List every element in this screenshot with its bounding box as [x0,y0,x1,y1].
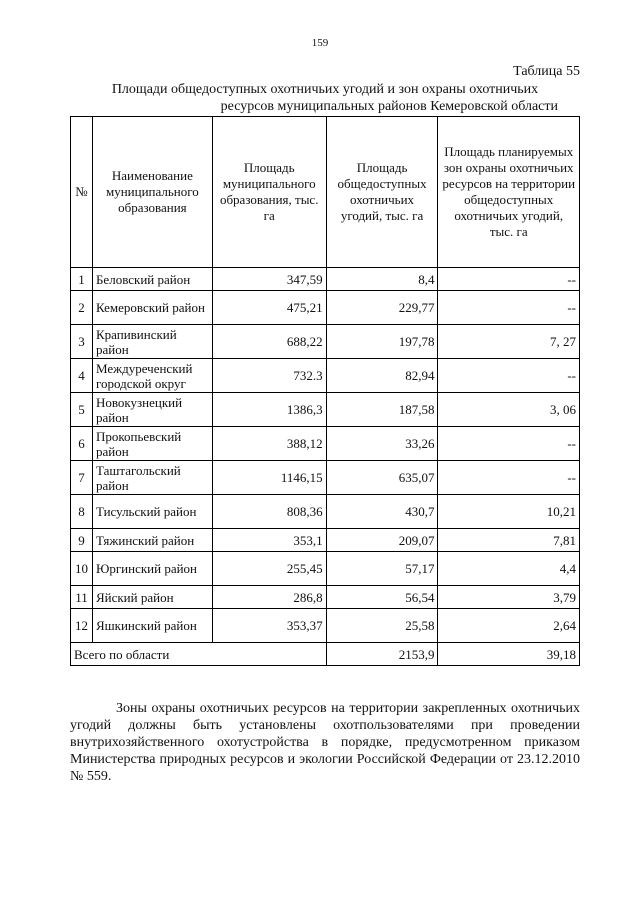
table-row [71,427,580,461]
row-name: Тисульский район [92,495,212,529]
row-name: Кемеровский район [92,291,212,325]
row-area-mun: 388,12 [212,427,326,461]
row-area-mun: 475,21 [212,291,326,325]
table-row [71,325,580,359]
row-area-public: 56,54 [326,586,438,609]
row-area-public: 430,7 [326,495,438,529]
row-num: 3 [71,325,93,359]
row-area-mun: 255,45 [212,552,326,586]
row-area-mun: 1386,3 [212,393,326,427]
row-num: 2 [71,291,93,325]
row-area-mun: 347,59 [212,268,326,291]
row-area-zones: 3,79 [438,586,580,609]
row-name: Таштагольский район [92,461,212,495]
row-num: 10 [71,552,93,586]
row-area-mun: 688,22 [212,325,326,359]
row-area-zones: -- [438,427,580,461]
table-title-line1: Площади общедоступных охотничьих угодий и зон охраны охотничьих [111,82,539,97]
row-area-public: 187,58 [326,393,438,427]
total-area-zones: 39,18 [438,643,580,666]
row-area-public: 33,26 [326,427,438,461]
row-area-zones: -- [438,268,580,291]
header-num: № [71,117,93,268]
row-name: Юргинский район [92,552,212,586]
header-area-public: Площадь общедоступных охотничьих угодий, тыс. га [326,117,438,268]
row-area-mun: 1146,15 [212,461,326,495]
header-name: Наименование муниципального образования [92,117,212,268]
row-area-zones: 10,21 [438,495,580,529]
row-num: 9 [71,529,93,552]
row-area-public: 82,94 [326,359,438,393]
header-row [71,117,580,268]
row-area-public: 57,17 [326,552,438,586]
row-area-public: 25,58 [326,609,438,643]
row-name: Крапивинский район [92,325,212,359]
table-row [71,393,580,427]
row-num: 6 [71,427,93,461]
row-area-public: 635,07 [326,461,438,495]
row-area-public: 229,77 [326,291,438,325]
table-row [71,529,580,552]
row-name: Новокузнецкий район [92,393,212,427]
table-row [71,359,580,393]
row-area-zones: -- [438,291,580,325]
row-num: 7 [71,461,93,495]
total-area-public: 2153,9 [326,643,438,666]
row-area-zones: 7, 27 [438,325,580,359]
table-label: Таблица 55 [513,64,580,79]
total-label: Всего по области [71,643,327,666]
header-area-zones: Площадь планируемых зон охраны охотничьих ресурсов на территории общедоступных охотничьих угодий, тыс. га [438,117,580,268]
table-row [71,495,580,529]
row-area-mun: 286,8 [212,586,326,609]
footnote-paragraph: Зоны охраны охотничьих ресурсов на территории закрепленных охотничьих угодий должны быть установлены охотпользователями при проведении внутрихозяйственного охотустройства в порядке, предусмотренном приказом Министерства природных ресурсов и экологии Российской Федерации от 23.12.2010 № 559. [70,701,580,784]
row-area-mun: 353,1 [212,529,326,552]
table-row [71,461,580,495]
row-name: Яшкинский район [92,609,212,643]
table-title [70,81,580,115]
row-area-public: 197,78 [326,325,438,359]
total-row [71,643,580,666]
row-area-mun: 353,37 [212,609,326,643]
row-num: 12 [71,609,93,643]
table-title-line2: ресурсов муниципальных районов Кемеровской области [220,99,558,114]
row-area-mun: 732.3 [212,359,326,393]
row-area-zones: 3, 06 [438,393,580,427]
row-area-public: 209,07 [326,529,438,552]
table-row [71,291,580,325]
row-num: 5 [71,393,93,427]
row-area-mun: 808,36 [212,495,326,529]
row-name: Междуреченский городской округ [92,359,212,393]
row-num: 1 [71,268,93,291]
row-name: Беловский район [92,268,212,291]
row-name: Яйский район [92,586,212,609]
header-area-mun: Площадь муниципального образования, тыс. га [212,117,326,268]
table-row [71,268,580,291]
row-area-zones: -- [438,461,580,495]
row-area-zones: 7,81 [438,529,580,552]
page-number: 159 [311,37,329,49]
row-area-zones: 4,4 [438,552,580,586]
row-name: Тяжинский район [92,529,212,552]
row-area-zones: 2,64 [438,609,580,643]
row-num: 8 [71,495,93,529]
hunting-areas-table [70,116,580,666]
row-num: 4 [71,359,93,393]
row-name: Прокопьевский район [92,427,212,461]
row-num: 11 [71,586,93,609]
row-area-public: 8,4 [326,268,438,291]
table-row [71,586,580,609]
table-row [71,609,580,643]
table-row [71,552,580,586]
row-area-zones: -- [438,359,580,393]
